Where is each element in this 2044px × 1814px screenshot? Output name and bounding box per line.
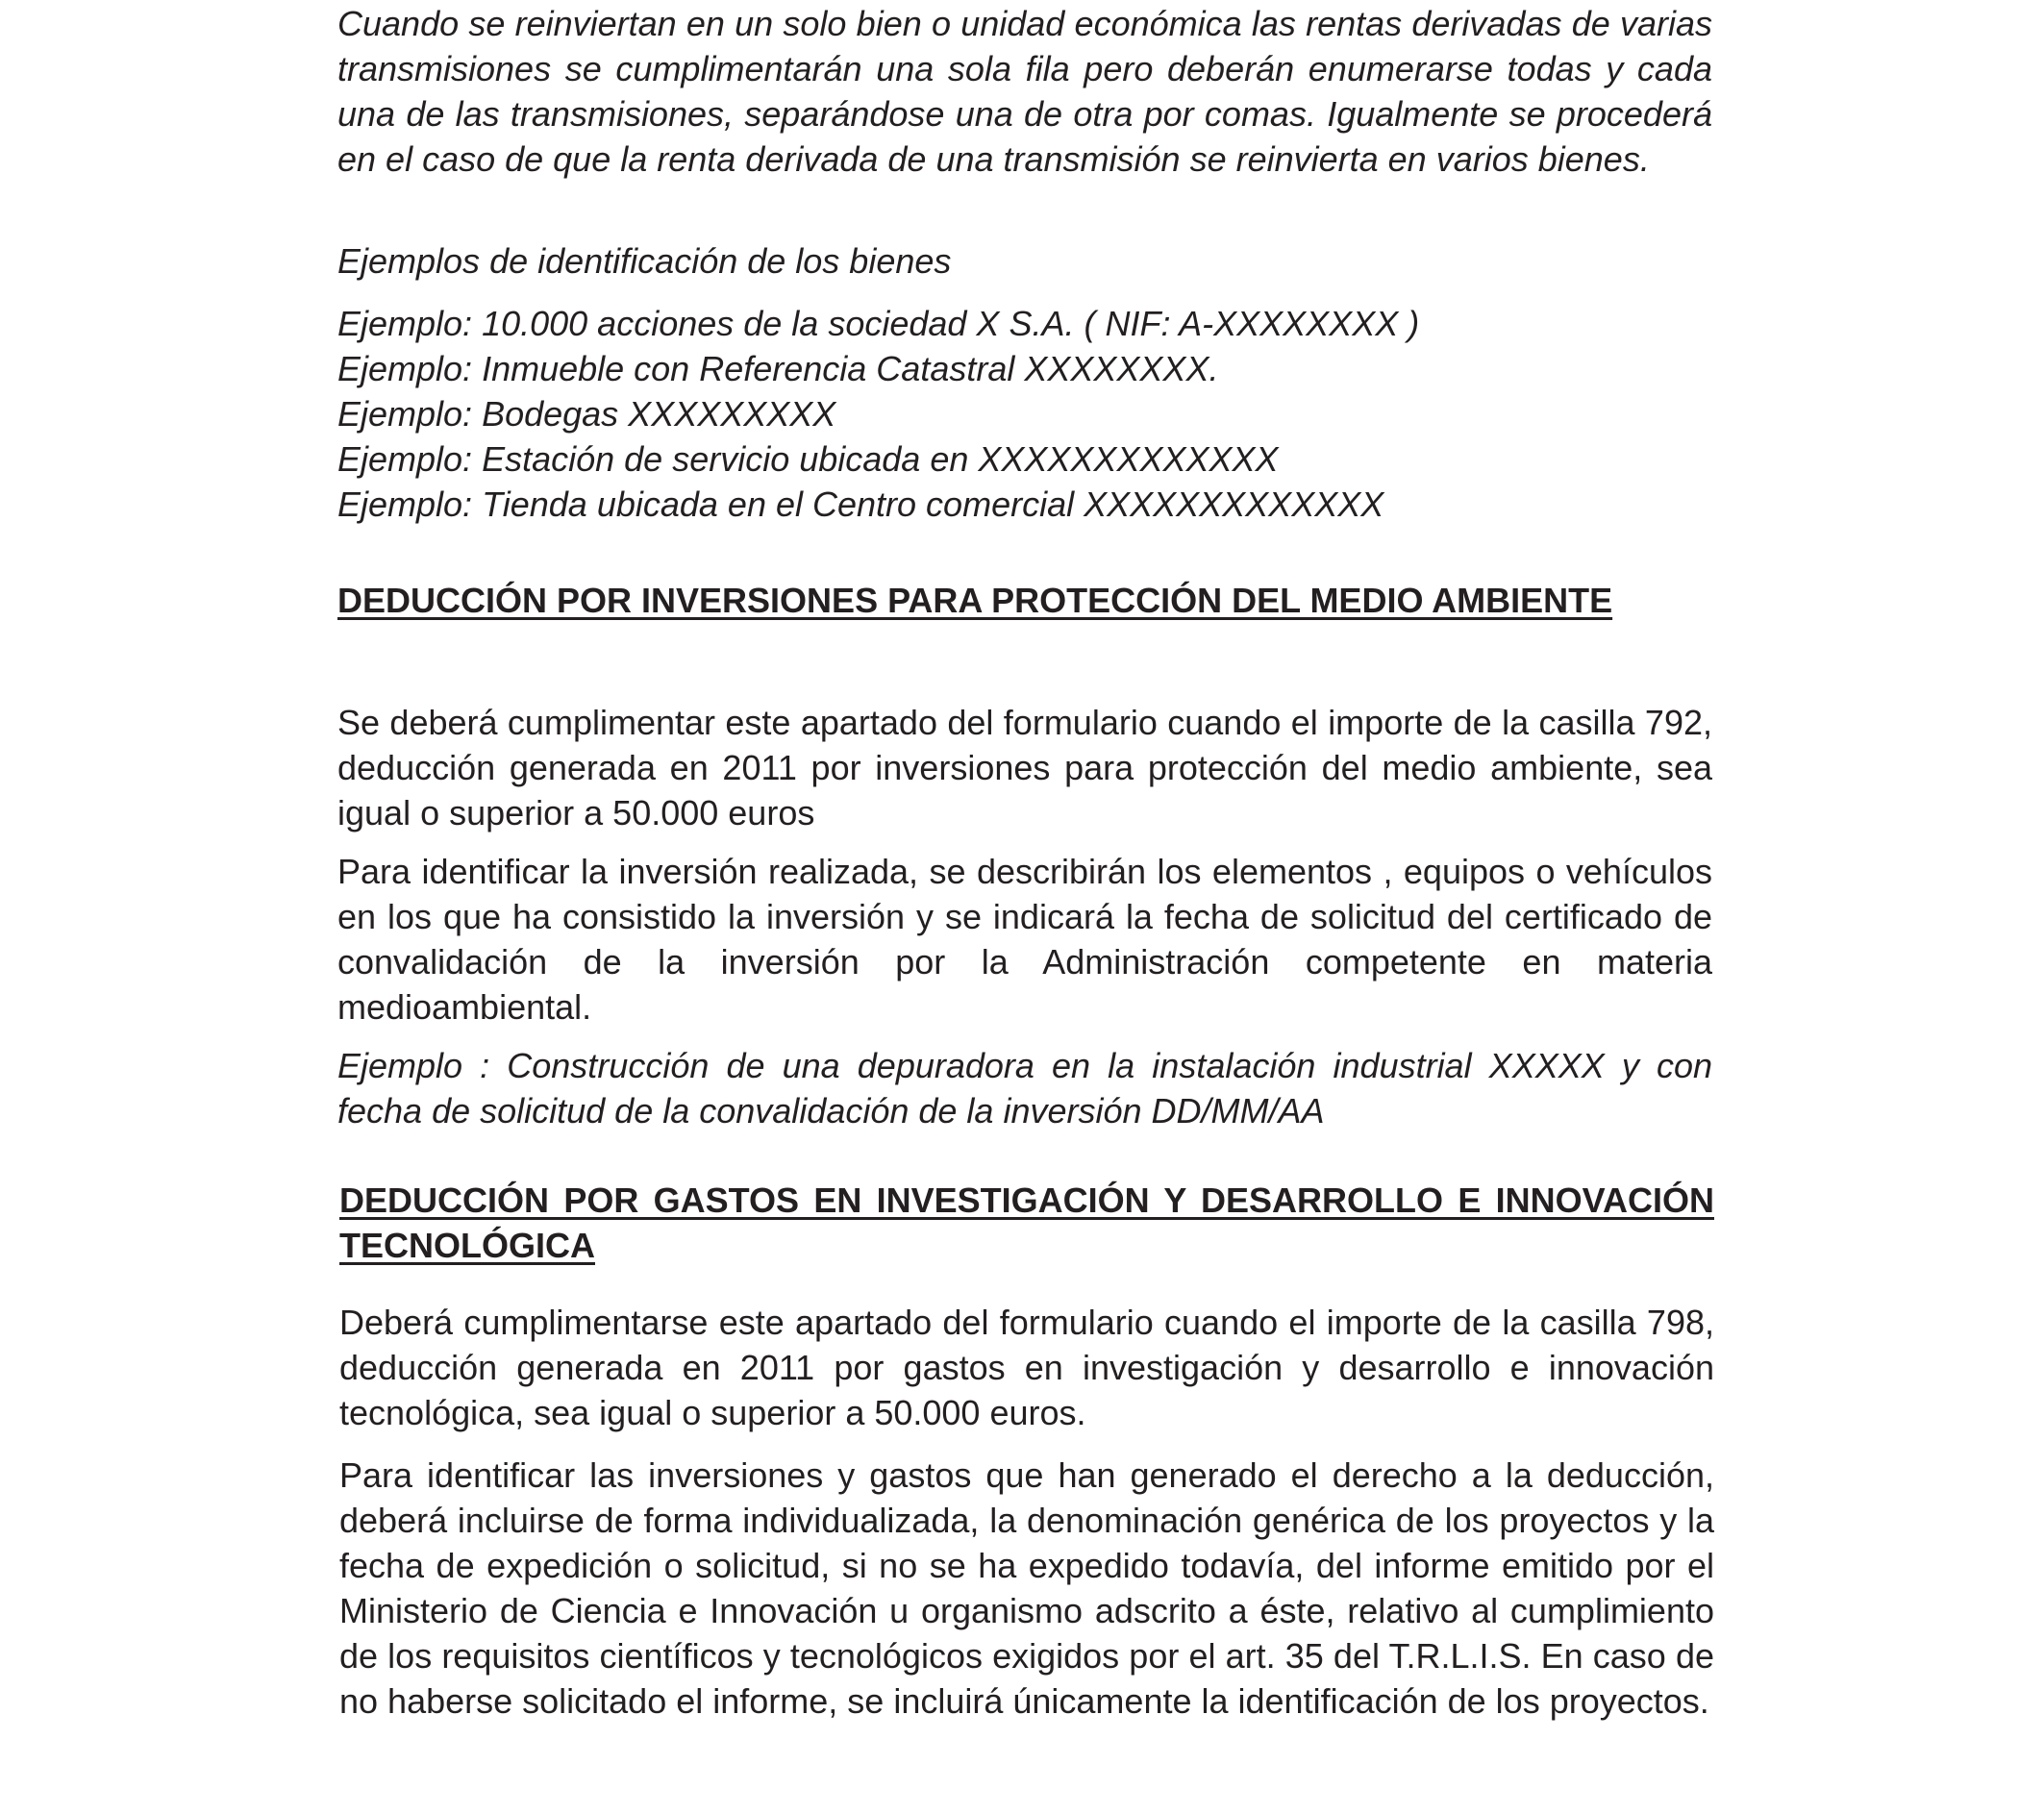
example-item: Ejemplo: Estación de servicio ubicada en XXXXXXXXXXXXX	[337, 439, 1279, 479]
example-item: Ejemplo: Inmueble con Referencia Catastral XXXXXXXX.	[337, 349, 1219, 388]
intro-block	[337, 1, 1712, 182]
examples-heading-block	[337, 238, 1712, 284]
environment-paragraph-2: Para identificar la inversión realizada, se describirán los elementos , equipos o vehículos en los que ha consistido la inversión y se indicará la fecha de solicitud del certificado de convalidación de la inversión por la Administración competente en materia medioambiental.	[337, 852, 1712, 1027]
rdi-heading-block	[339, 1178, 1714, 1268]
section-heading-rdi: DEDUCCIÓN POR GASTOS EN INVESTIGACIÓN Y DESARROLLO E INNOVACIÓN TECNOLÓGICA	[339, 1180, 1714, 1265]
rdi-paragraph-1: Deberá cumplimentarse este apartado del formulario cuando el importe de la casilla 798, deducción generada en 2011 por gastos en investigación y desarrollo e innovación tecnológica, sea igual o superior a 50.000 euros.	[339, 1303, 1714, 1432]
rdi-paragraph-2: Para identificar las inversiones y gastos que han generado el derecho a la deducción, deberá incluirse de forma individualizada, la denominación genérica de los proyectos y la fecha de expedición o solicitud, si no se ha expedido todavía, del informe emitido por el Ministerio de Ciencia e Innovación u organismo adscrito a éste, relativo al cumplimiento de los requisitos científicos y tecnológicos exigidos por el art. 35 del T.R.L.I.S. En caso de no haberse solicitado el informe, se incluirá únicamente la identificación de los proyectos.	[339, 1455, 1714, 1721]
example-item: Ejemplo: Tienda ubicada en el Centro comercial XXXXXXXXXXXXX	[337, 485, 1384, 524]
environment-paragraph1-block	[337, 700, 1712, 835]
example-item: Ejemplo: 10.000 acciones de la sociedad X S.A. ( NIF: A-XXXXXXXX )	[337, 304, 1420, 343]
intro-paragraph: Cuando se reinviertan en un solo bien o unidad económica las rentas derivadas de varias transmisiones se cumplimentarán una sola fila pero deberán enumerarse todas y cada una de las transmisiones, separándose una de otra por comas. Igualmente se procederá en el caso de que la renta derivada de una transmisión se reinvierta en varios bienes.	[337, 4, 1712, 179]
environment-paragraph-1: Se deberá cumplimentar este apartado del formulario cuando el importe de la casilla 792, deducción generada en 2011 por inversiones para protección del medio ambiente, sea igual o superior a 50.000 euros	[337, 703, 1712, 832]
examples-list	[337, 301, 1712, 527]
environment-heading-block	[337, 578, 1712, 623]
rdi-paragraph1-block	[339, 1300, 1714, 1435]
environment-paragraph2-block	[337, 849, 1712, 1030]
examples-heading: Ejemplos de identificación de los bienes	[337, 241, 952, 281]
environment-example-block	[337, 1043, 1712, 1133]
environment-example: Ejemplo : Construcción de una depuradora en la instalación industrial XXXXX y con fecha de solicitud de la convalidación de la inversión DD/MM/AA	[337, 1046, 1712, 1131]
example-item: Ejemplo: Bodegas XXXXXXXXX	[337, 394, 836, 434]
rdi-paragraph2-block	[339, 1453, 1714, 1724]
section-heading-environment: DEDUCCIÓN POR INVERSIONES PARA PROTECCIÓN DEL MEDIO AMBIENTE	[337, 581, 1613, 620]
